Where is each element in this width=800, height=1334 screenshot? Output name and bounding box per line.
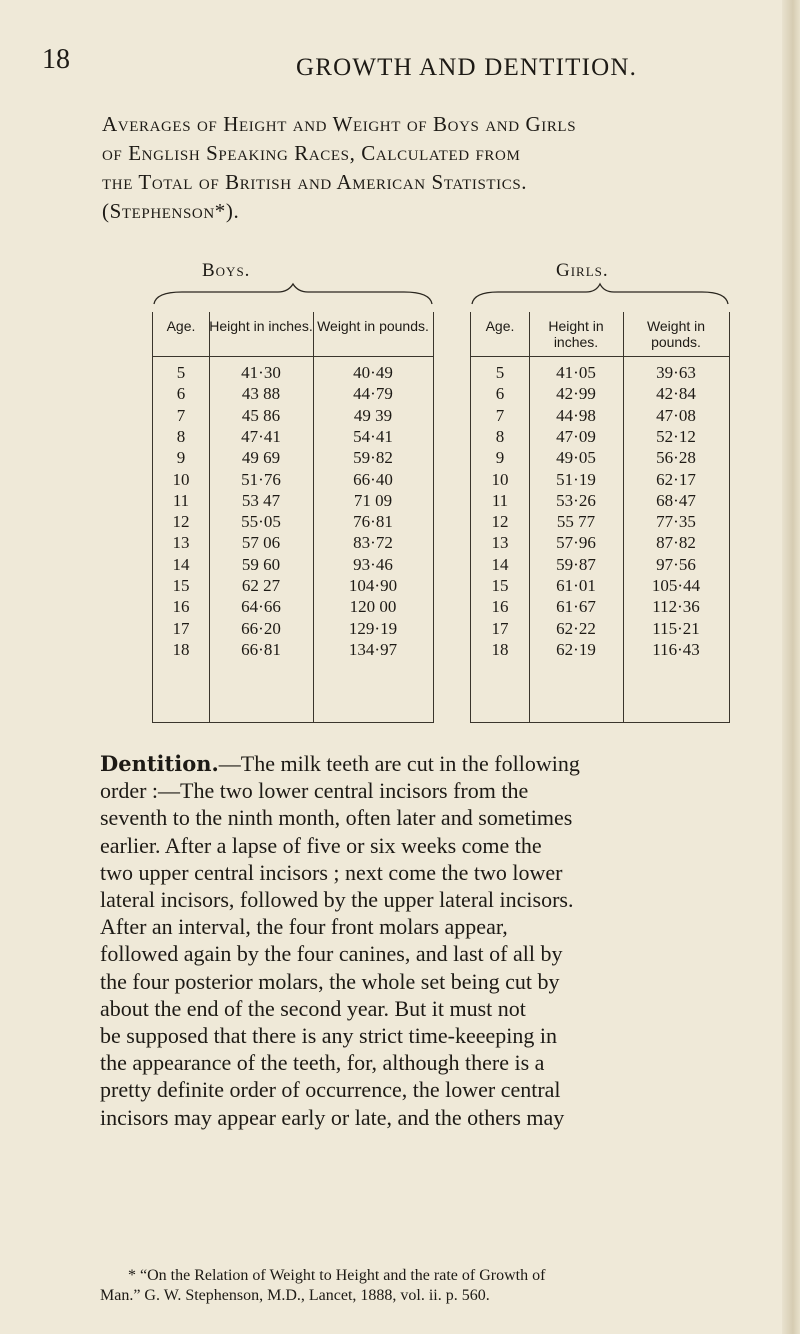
- girls-cell-height: 61·67: [556, 597, 596, 617]
- boys-cell-weight: 54·41: [353, 426, 393, 446]
- boys-cell-age: 7: [176, 405, 186, 425]
- girls-cell-height: 44·98: [556, 405, 596, 425]
- paragraph-line: about the end of the second year. But it must not: [100, 995, 526, 1021]
- paragraph-line: lateral incisors, followed by the upper lateral incisors.: [100, 887, 574, 913]
- footnote-line: Man.” G. W. Stephenson, M.D., Lancet, 1888, vol. ii. p. 560.: [100, 1287, 490, 1304]
- girls-brace: [470, 280, 730, 308]
- boys-header-weight: Weight in pounds.: [317, 318, 429, 334]
- boys-cell-weight: 49 39: [353, 405, 393, 425]
- boys-cell-age: 15: [172, 576, 190, 595]
- girls-cell-age: 7: [495, 405, 505, 425]
- paragraph-line: earlier. After a lapse of five or six weeks come the: [100, 832, 542, 858]
- footnote-line: * “On the Relation of Weight to Height and the rate of Growth of: [128, 1267, 546, 1284]
- paragraph-line: order :—The two lower central incisors from the: [100, 778, 529, 804]
- girls-cell-height: 62·22: [556, 618, 596, 638]
- boys-cell-weight: 76·81: [353, 512, 393, 532]
- boys-cell-height: 59 60: [241, 554, 281, 574]
- girls-cell-age: 17: [491, 618, 509, 638]
- girls-cell-weight: 56·28: [656, 448, 696, 468]
- boys-cell-weight: 134·97: [348, 639, 398, 659]
- girls-cell-weight: 68·47: [656, 490, 696, 510]
- girls-cell-age: 6: [495, 384, 505, 404]
- page-number: 18: [42, 44, 70, 75]
- girls-cell-height: 42·99: [556, 384, 596, 404]
- girls-cell-age: 10: [491, 469, 509, 489]
- boys-cell-weight: 66·40: [353, 469, 393, 489]
- page-header: [0, 44, 800, 84]
- girls-cell-height: 51·19: [556, 469, 596, 489]
- girls-cell-weight: 105·44: [651, 576, 701, 595]
- girls-cell-weight: 42·84: [656, 384, 696, 404]
- boys-cell-height: 47·41: [241, 426, 281, 446]
- girls-cell-weight: 112·36: [652, 597, 700, 617]
- girls-cell-height: 55 77: [556, 512, 596, 532]
- boys-cell-height: 51·76: [241, 469, 281, 489]
- girls-table: [470, 312, 730, 723]
- boys-table: [152, 312, 434, 723]
- boys-cell-height: 41·30: [241, 363, 281, 382]
- boys-cell-height: 53 47: [241, 490, 281, 510]
- boys-cell-height: 45 86: [241, 405, 281, 425]
- boys-cell-age: 6: [176, 384, 186, 404]
- girls-cell-weight: 52·12: [656, 426, 696, 446]
- girls-cell-age: 14: [491, 554, 509, 574]
- paragraph-line: seventh to the ninth month, often later and sometimes: [100, 805, 573, 831]
- boys-header-rule: [153, 356, 433, 357]
- girls-header-rule: [471, 356, 729, 357]
- dentition-paragraph: [100, 750, 764, 1131]
- boys-cell-age: 18: [172, 639, 190, 659]
- boys-header-age: Age.: [166, 318, 196, 334]
- boys-cell-age: 9: [176, 448, 186, 468]
- girls-cell-weight: 47·08: [656, 405, 696, 425]
- boys-cell-age: 8: [176, 426, 186, 446]
- footnote: [100, 1266, 764, 1306]
- girls-cell-height: 53·26: [556, 490, 596, 510]
- caption-line: (Stephenson*).: [102, 199, 240, 223]
- boys-cell-height: 64·66: [241, 597, 281, 617]
- boys-label: Boys.: [202, 260, 251, 281]
- girls-header-height: Height in inches.: [548, 318, 604, 350]
- girls-cell-age: 15: [491, 576, 509, 595]
- girls-cell-age: 8: [495, 426, 505, 446]
- boys-cell-age: 11: [172, 490, 190, 510]
- boys-cell-weight: 44·79: [353, 384, 393, 404]
- boys-brace: [152, 280, 434, 308]
- girls-cell-height: 47·09: [556, 426, 596, 446]
- boys-cell-height: 66·81: [241, 639, 281, 659]
- paragraph-line: incisors may appear early or late, and the others may: [100, 1104, 565, 1130]
- boys-header-height: Height in inches.: [209, 318, 313, 334]
- girls-cell-height: 57·96: [556, 533, 596, 553]
- boys-cell-age: 12: [172, 512, 190, 532]
- girls-label: Girls.: [556, 260, 609, 281]
- girls-cell-weight: 62·17: [656, 469, 696, 489]
- girls-cell-age: 5: [495, 363, 505, 382]
- boys-cell-weight: 129·19: [348, 618, 398, 638]
- caption-line: Averages of Height and Weight of Boys and Girls: [102, 112, 577, 136]
- girls-cell-weight: 97·56: [656, 554, 696, 574]
- boys-cell-age: 16: [172, 597, 190, 617]
- boys-cell-age: 17: [172, 618, 190, 638]
- girls-cell-age: 16: [491, 597, 509, 617]
- girls-cell-age: 13: [491, 533, 509, 553]
- girls-cell-weight: 116·43: [652, 639, 700, 659]
- girls-cell-height: 62·19: [556, 639, 596, 659]
- dentition-heading: Dentition.: [100, 751, 219, 776]
- boys-cell-height: 57 06: [241, 533, 281, 553]
- caption-line: the Total of British and American Statistics.: [102, 170, 528, 194]
- boys-cell-weight: 71 09: [353, 490, 393, 510]
- girls-cell-weight: 87·82: [656, 533, 696, 553]
- boys-cell-age: 5: [176, 363, 186, 382]
- boys-cell-height: 55·05: [241, 512, 281, 532]
- paragraph-line: two upper central incisors ; next come the two lower: [100, 859, 563, 885]
- table-caption: [102, 110, 762, 226]
- boys-cell-age: 14: [172, 554, 190, 574]
- girls-cell-height: 59·87: [556, 554, 596, 574]
- girls-cell-age: 12: [491, 512, 509, 532]
- boys-cell-age: 10: [172, 469, 190, 489]
- running-title: GROWTH AND DENTITION.: [296, 54, 638, 81]
- boys-cell-height: 66·20: [241, 618, 281, 638]
- girls-cell-weight: 39·63: [656, 363, 696, 382]
- paragraph-line: followed again by the four canines, and last of all by: [100, 941, 563, 967]
- caption-line: of English Speaking Races, Calculated from: [102, 141, 521, 165]
- girls-header-weight: Weight in pounds.: [646, 318, 706, 350]
- paragraph-line: pretty definite order of occurrence, the lower central: [100, 1077, 561, 1103]
- boys-cell-weight: 40·49: [353, 363, 393, 382]
- boys-cell-height: 49 69: [241, 448, 281, 468]
- boys-cell-weight: 93·46: [353, 554, 393, 574]
- boys-cell-height: 43 88: [241, 384, 281, 404]
- girls-cell-height: 61·01: [556, 576, 596, 595]
- girls-cell-weight: 77·35: [656, 512, 696, 532]
- girls-cell-height: 41·05: [556, 363, 596, 382]
- paragraph-line: [100, 750, 764, 777]
- girls-cell-age: 11: [491, 490, 509, 510]
- girls-cell-height: 49·05: [556, 448, 596, 468]
- page-edge: [782, 0, 800, 1334]
- paragraph-line: the appearance of the teeth, for, although there is a: [100, 1050, 545, 1076]
- paragraph-line-text: —The milk teeth are cut in the following: [218, 751, 580, 776]
- paragraph-line: be supposed that there is any strict time-keeeping in: [100, 1023, 557, 1049]
- paragraph-line: After an interval, the four front molars appear,: [100, 914, 508, 940]
- boys-cell-height: 62 27: [241, 576, 281, 595]
- paragraph-line: the four posterior molars, the whole set being cut by: [100, 968, 560, 994]
- girls-cell-age: 18: [491, 639, 509, 659]
- boys-cell-weight: 83·72: [353, 533, 393, 553]
- boys-cell-weight: 120 00: [349, 597, 397, 617]
- girls-cell-weight: 115·21: [652, 618, 700, 638]
- boys-cell-weight: 59·82: [353, 448, 393, 468]
- girls-header-age: Age.: [485, 318, 515, 334]
- boys-cell-weight: 104·90: [348, 576, 398, 595]
- boys-cell-age: 13: [172, 533, 190, 553]
- girls-cell-age: 9: [495, 448, 505, 468]
